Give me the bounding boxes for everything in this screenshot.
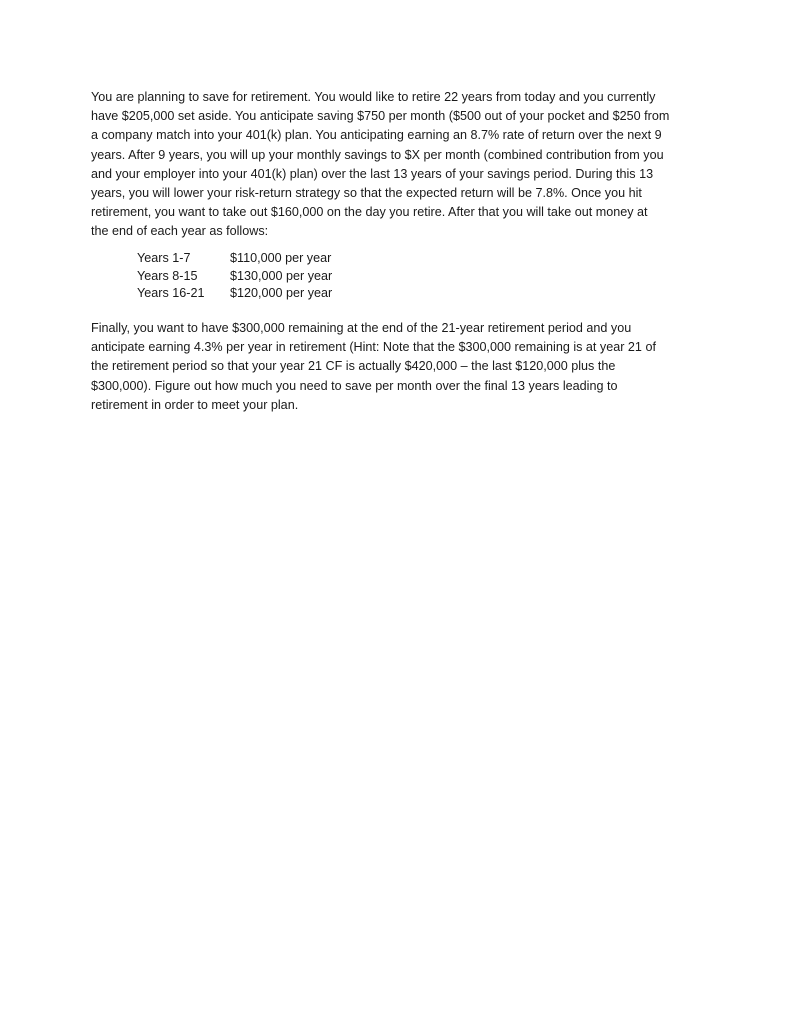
- paragraph-line: a company match into your 401(k) plan. You anticipating earning an 8.7% rate of return over the next 9: [91, 128, 662, 143]
- paragraph-line: years, you will lower your risk-return strategy so that the expected return will be 7.8%. Once you hit: [91, 186, 642, 201]
- paragraph-line: Finally, you want to have $300,000 remaining at the end of the 21-year retirement period and you: [91, 321, 632, 335]
- paragraph-line: retirement in order to meet your plan.: [91, 397, 299, 412]
- paragraph-line: the retirement period so that your year 21 CF is actually $420,000 – the last $120,000 plus the: [91, 359, 616, 374]
- withdrawal-schedule: [137, 250, 370, 303]
- schedule-amount: $130,000 per year: [230, 268, 333, 283]
- paragraph-line: You are planning to save for retirement. You would like to retire 22 years from today and you currently: [91, 90, 656, 104]
- paragraph-line: and your employer into your 401(k) plan) over the last 13 years of your savings period. During this 13: [91, 166, 654, 181]
- paragraph-line: anticipate earning 4.3% per year in retirement (Hint: Note that the $300,000 remaining is at year 21 of: [91, 340, 656, 355]
- paragraph-line: $300,000). Figure out how much you need to save per month over the final 13 years leading to: [91, 378, 618, 393]
- schedule-row: [137, 285, 370, 303]
- schedule-amount: $120,000 per year: [230, 286, 333, 300]
- schedule-row: [137, 268, 370, 286]
- schedule-amount: $110,000 per year: [230, 251, 332, 265]
- paragraph-line: have $205,000 set aside. You anticipate saving $750 per month ($500 out of your pocket and $250 from: [91, 109, 670, 124]
- schedule-years: Years 8-15: [137, 268, 198, 283]
- schedule-years: Years 1-7: [137, 251, 191, 265]
- paragraph-line: the end of each year as follows:: [91, 224, 269, 239]
- problem-paragraph-intro: [91, 88, 701, 242]
- problem-paragraph-goal: [91, 319, 701, 415]
- paragraph-line: years. After 9 years, you will up your monthly savings to $X per month (combined contribution from you: [91, 147, 664, 162]
- schedule-years: Years 16-21: [137, 286, 205, 300]
- schedule-row: [137, 250, 370, 268]
- paragraph-line: retirement, you want to take out $160,000 on the day you retire. After that you will take out money at: [91, 205, 648, 220]
